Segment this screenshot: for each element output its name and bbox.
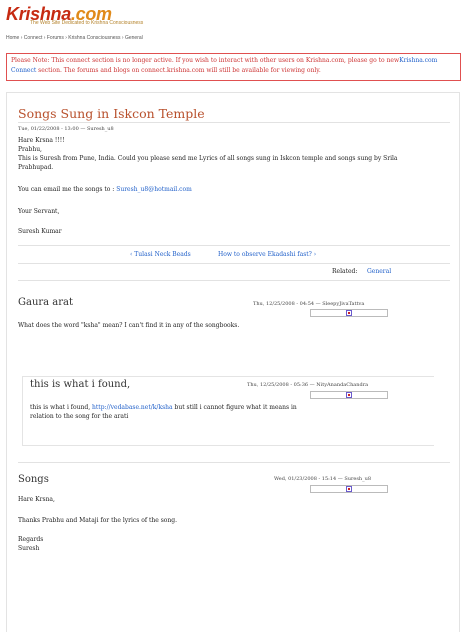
post-line-1: Hare Krsna !!!!	[18, 137, 65, 144]
logo-dot: .com	[70, 4, 112, 24]
site-logo[interactable]	[6, 4, 144, 26]
comment-3-line-2: Thanks Prabhu and Mataji for the lyrics of the song.	[18, 517, 178, 524]
comment-3-meta: Wed, 01/23/2008 - 15:14 — Suresh_u8	[274, 476, 372, 482]
comment-2-text-before: this is what i found,	[30, 404, 93, 411]
notice-text-after: section. The forums and blogs on connect.krishna.com will still be available for viewing only.	[36, 67, 321, 74]
comment-1-user-box	[310, 309, 388, 317]
title-divider	[18, 122, 450, 123]
book-navigation	[18, 249, 450, 260]
comment-2-title: this is what i found,	[30, 379, 131, 390]
breadcrumb-home[interactable]: Home	[6, 35, 20, 41]
user-picture-icon	[346, 486, 352, 492]
comment-3-divider	[18, 462, 450, 463]
reply-border-bottom	[22, 445, 434, 446]
comment-3-line-3: Regards	[18, 536, 44, 543]
comment-3-title: Songs	[18, 474, 49, 485]
related-label: Related:	[332, 268, 358, 275]
comment-3-user-box	[310, 485, 388, 493]
comment-3-line-4: Suresh	[18, 545, 40, 552]
post-email-link[interactable]: Suresh_u8@hotmail.com	[116, 186, 192, 193]
next-page-link[interactable]: How to observe Ekadashi fast? ›	[218, 251, 317, 258]
comment-1-text: What does the word "ksha" mean? I can't find it in any of the songbooks.	[18, 322, 240, 329]
reply-border-left	[22, 376, 23, 446]
post-title: Songs Sung in Iskcon Temple	[18, 106, 205, 121]
breadcrumb-forums[interactable]: Forums	[46, 35, 64, 41]
nav-divider-top	[18, 245, 450, 246]
post-email-line	[18, 186, 192, 194]
reply-border-top	[22, 376, 434, 377]
post-submitted: Tue, 01/22/2008 - 13:00 — Suresh_u8	[18, 126, 114, 132]
post-email-prefix: You can email me the songs to :	[18, 186, 117, 193]
comment-1-title: Gaura arat	[18, 297, 74, 308]
prev-page-link[interactable]: ‹ Tulasi Neck Beads	[130, 251, 191, 258]
comment-2-line-1	[30, 404, 297, 412]
related-divider	[18, 280, 450, 281]
notice-text-before: Please Note: This connect section is no longer active. If you wish to interact with other users on Krishna.com, please go to new	[11, 57, 400, 64]
breadcrumb-krishna-consciousness[interactable]: Krishna Consciousness	[68, 35, 121, 41]
inactive-notice	[6, 53, 461, 81]
post-closing: Your Servant,	[18, 208, 60, 215]
breadcrumb: Home › Connect › Forums › Krishna Consciousness › General	[6, 35, 143, 41]
post-line-4: Prabhupad.	[18, 164, 54, 171]
logo-tagline: The Web Site Dedicated to Krishna Consciousness	[30, 20, 144, 26]
notice-connect-link[interactable]: Krishna.com Connect	[11, 57, 438, 74]
related-general-link[interactable]: General	[367, 268, 392, 275]
comment-2-text-after: but still i cannot figure what it means in	[172, 404, 297, 411]
related-terms	[18, 266, 450, 277]
post-line-3: This is Suresh from Pune, India. Could you please send me Lyrics of all songs sung in Iskcon temple and songs sung by Srila	[18, 155, 398, 162]
comment-2-vedabase-link[interactable]: http://vedabase.net/k/ksha	[92, 404, 173, 411]
user-picture-icon	[346, 392, 352, 398]
comment-1-meta: Thu, 12/25/2008 - 04:54 — SleepyJivaTattva	[253, 301, 365, 307]
comment-2-meta: Thu, 12/25/2008 - 05:36 — NityAnandaChandra	[247, 382, 369, 388]
user-picture-icon	[346, 310, 352, 316]
nav-divider-bottom	[18, 263, 450, 264]
comment-2-line-2: relation to the song for the arati	[30, 413, 129, 420]
logo-main: Krishna	[6, 4, 71, 24]
comment-2-user-box	[310, 391, 388, 399]
post-line-2: Prabhu,	[18, 146, 42, 153]
comment-3-line-1: Hare Krsna,	[18, 496, 55, 503]
content-panel	[6, 92, 460, 632]
breadcrumb-general[interactable]: General	[124, 35, 143, 41]
breadcrumb-connect[interactable]: Connect	[23, 35, 43, 41]
post-signature: Suresh Kumar	[18, 228, 62, 235]
